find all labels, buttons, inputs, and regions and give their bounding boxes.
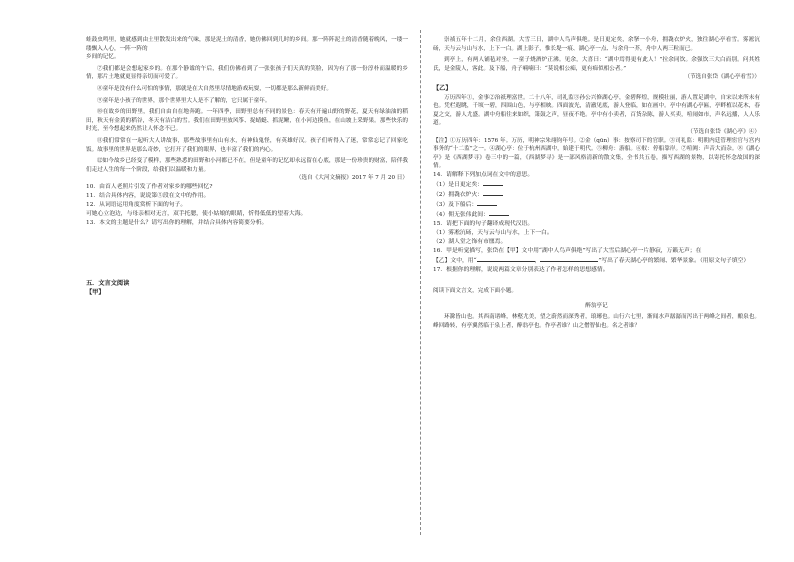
- reading-instruction: 阅读下面文言文，完成下面小题。: [433, 287, 517, 294]
- text-jia-label: 【甲】: [86, 288, 105, 296]
- passage-title: 醉翁亭记: [585, 302, 608, 309]
- question-16-fill: 【乙】文中，用“ ， ”写出了春天湖心亭的繁闹、繁华景象。（用原文句子填空）: [433, 257, 750, 264]
- section-5-heading: 五．文言文阅读: [86, 279, 130, 287]
- paragraph-9: ⑨童年是小孩子的世界，那个世界里大人是不了解的，它只属于童年。: [97, 97, 271, 104]
- source-jia: （节选自张岱《湖心亭看雪》）: [684, 74, 760, 81]
- text-yi-label: 【乙】: [433, 84, 452, 92]
- source-note: （选自《大河文摘报》2017 年 7 月 20 日）: [295, 175, 408, 182]
- questions-10-13: [86, 183, 408, 228]
- answer-blank[interactable]: [540, 256, 598, 262]
- paragraph-8: ⑧童年是没有什么可怕的事情，那就是在大自然里尽情地游戏玩耍，一切都是那么新鲜而美好。: [97, 85, 332, 92]
- question-14-4: （4）佣无张伟此间：: [433, 210, 760, 220]
- question-13: 13．本文的主题是什么？请写出你的理解，并结合具体内容简要分析。: [86, 219, 268, 226]
- paragraph-11: ⑪我们常常在一起听大人讲故事，那些故事里有山有水，有神仙鬼怪，有英雄好汉。孩子们听得入了迷，常常忘记了回家吃饭。故事里的世界是那么奇妙，它打开了我们的眼界，也丰富了我们的内心。: [86, 137, 408, 153]
- answer-blank[interactable]: [477, 256, 535, 262]
- question-14-1: （1）是日更定矣：: [433, 180, 760, 190]
- paragraph-continued-end: 乡间的记忆。: [86, 54, 120, 61]
- passage-zuiweng: 环滁皆山也。其西南诸峰，林壑尤美，望之蔚然而深秀者，琅琊也。山行六七里，渐闻水声潺潺而泻出于两峰之间者，酿泉也。峰回路转，有亭翼然临于泉上者，醉翁亭也。作亭者谁？山之僧智仙也。名之者谁？: [433, 314, 760, 329]
- answer-blank[interactable]: [483, 180, 503, 186]
- questions-14-17: [433, 171, 760, 275]
- passage-yi: 万历四年①，金事②治祇理富世。二十八年，司礼监③孙公兴修湖心亭，金碧辉煌，规模壮丽，游人置足湖中，自宋以来所未有也。凭栏遐眺，千顷一碧，四围山色，与亭相映。四面波光，清澈见底，游人登临，如在画中。亭中有湖心亭匾，亭畔植以花木，春夏之交，游人尤盛。湖中舟船往来如织，箫鼓之声，昼夜不绝。亭中有小卖者，百货杂陈，游人买卖，喧闹如市，声名远播，人人乐道。: [433, 94, 760, 127]
- answer-blank[interactable]: [483, 190, 503, 196]
- paragraph-7: ⑦我们都是会想起家乡的。在那个静谧的午后，我们仿佛看到了一张张孩子们天真的笑脸，因为有了那一份淳朴而温暖的乡情，那片土地就更显得亲切而可爱了。: [86, 65, 408, 81]
- paragraph-10: ⑩在故乡的田野里，我们自由自在地奔跑。一年四季，田野里总有不同的景色：春天有开遍山野的野花，夏天有绿油油的稻田，秋天有金黄的稻谷，冬天有洁白的雪。我们在田野里放风筝、捉蜻蜓、抓泥鳅，在小河边摸鱼，在山坡上采野果。那些快乐的时光，至今想起来仍然让人怀念不已。: [86, 109, 408, 133]
- question-14-3: （3）及下船后：: [433, 200, 760, 210]
- answer-blank[interactable]: [477, 200, 497, 206]
- question-16: 16．甲是听觉描写，张岱在【甲】文中用“湖中人鸟声俱绝”写出了大雪后湖心亭一片静寂，万籁无声；在: [433, 247, 702, 254]
- spacer: [86, 228, 408, 280]
- question-15-2: （2）湖人堂之饰有市廛焉。: [433, 238, 507, 245]
- passage-jia-paragraph-2: 到亭上，有两人铺毡对坐，一童子烧酒炉正沸。见余，大喜曰：“湖中焉得更有此人！”拉余同饮。余强饮三大白而别。问其姓氏，是金陵人，客此。及下船，舟子喃喃曰：“莫说相公痴，更有痴似相公者。”: [433, 57, 760, 72]
- paragraph-continued: 蛙鼓虫鸣里，她就感到由土里散发出来的气味，那是泥土的清香，她仿佛回到儿时的乡间。那一阵阵泥土的清香随着晚风，一缕一缕飘入人心，一阵一阵的: [86, 37, 408, 52]
- question-15-1: （1）雾凇沆砀，天与云与山与水，上下一白。: [433, 229, 553, 236]
- spacer: [433, 275, 760, 287]
- column-divider: [420, 30, 421, 535]
- answer-blank[interactable]: [489, 210, 509, 216]
- question-17: 17．根据你的理解，说说两篇文章分别表达了作者怎样的思想感情。: [433, 266, 609, 273]
- left-column: [86, 36, 408, 297]
- question-15: 15．请把下面的句子翻译成现代汉语。: [433, 220, 534, 227]
- annotation-note: 【注】①万历四年：1576 年。万历，明神宗朱翊钧年号。②金（qūn）事：按察司下的官职。③司礼监：明朝内廷管理宦官与宫内事务的“十二监”之一。④湖心亭：位于杭州西湖中，始建于明代。⑤柳舟：游船。⑥舣：停船靠岸。⑦喧阗：声音大而杂。⑧《湖心亭》是《西湖梦寻》卷三中的一篇，《西湖梦寻》是一部风格清新的散文集，全书共五卷，描写西湖的景物，以寄托怀念故国的深情。: [433, 137, 760, 170]
- question-12-sentence: 可她心立泡边，与母亲相对无言，双手托腮，使小姑娘的眼睛，忻得低低的望着大海。: [86, 210, 307, 217]
- paragraph-12: ⑫如今故乡已经变了模样，那些熟悉的田野和小河都已不在，但是童年的记忆却永远留在心底，那是一份珍贵的财富，陪伴我们走过人生的每一个阶段，给我们以温暖和力量。: [86, 158, 408, 173]
- passage-jia-paragraph-1: 崇祯五年十二月，余住西湖。大雪三日，湖中人鸟声俱绝。是日更定矣，余拏一小舟，拥毳衣炉火，独往湖心亭看雪。雾凇沆砀，天与云与山与水，上下一白。湖上影子，惟长堤一痕、湖心亭一点、与余舟一芥，舟中人两三粒而已。: [433, 37, 760, 52]
- right-column: [433, 36, 760, 330]
- question-11: 11．结合具体内容，说说第⑤段在文中的作用。: [86, 192, 210, 199]
- source-yi: （节选自张岱《湖心亭》④）: [687, 128, 760, 135]
- question-14-2: （2）拥毳衣炉火：: [433, 190, 760, 200]
- question-12: 12．从词语运用角度赏析下面的句子。: [86, 201, 187, 208]
- question-14: 14．请解释下列加点词在文中的意思。: [433, 171, 534, 178]
- question-10: 10．由首人老照片引发了作者对家乡的哪些回忆?: [86, 183, 213, 190]
